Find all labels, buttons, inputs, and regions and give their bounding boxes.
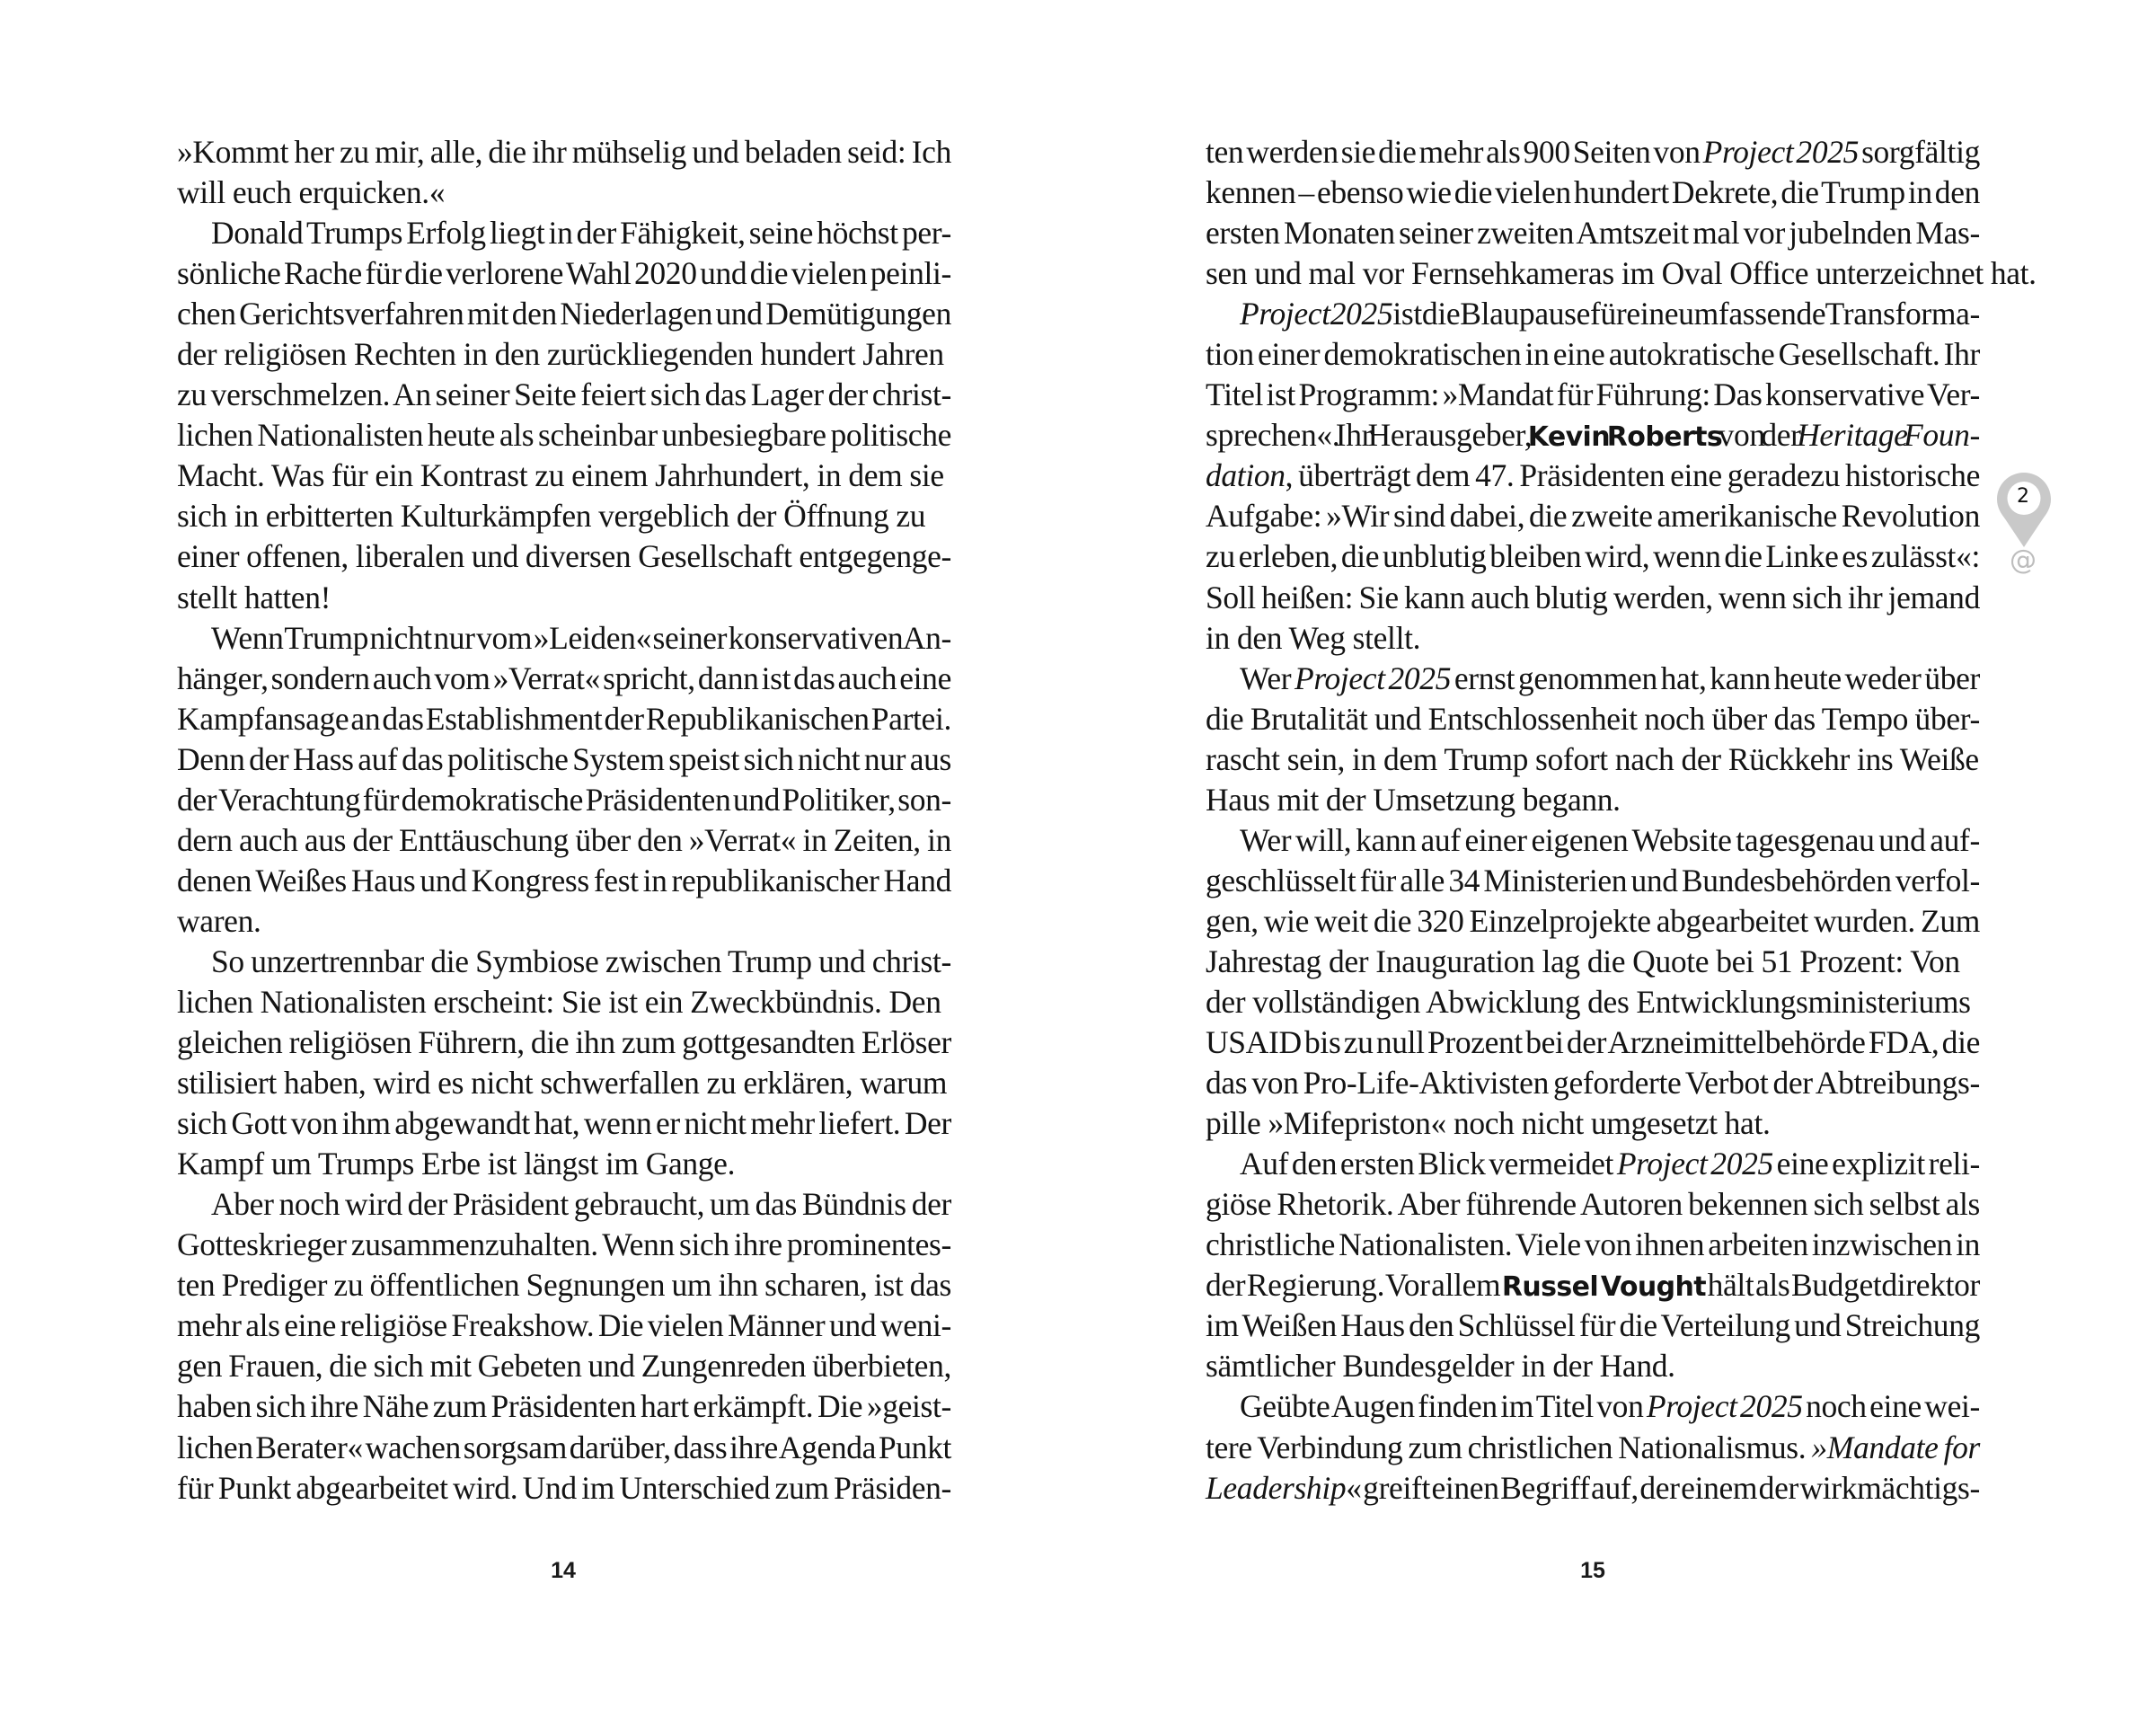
justified-line-content <box>1206 213 1980 253</box>
text-line <box>1206 334 1980 375</box>
text-run: christliche Nationalisten. Viele von ihnen arbeiten inzwischen in <box>1206 1226 1980 1263</box>
text-run: stellt hatten! <box>177 579 331 615</box>
text-line <box>1206 1265 1980 1305</box>
text-run: geschlüsselt für alle 34 Ministerien und Bundesbehörden verfol- <box>1206 862 1980 898</box>
justified-line-content <box>177 294 951 334</box>
text-line <box>177 1386 951 1427</box>
justified-line-content <box>177 375 951 415</box>
text-run: die Brutalität und Entschlossenheit noch über das Tempo über- <box>1206 700 1980 737</box>
text-line <box>177 942 951 982</box>
justified-line-content <box>1240 820 1980 861</box>
text-run: der vollständigen Abwicklung des Entwicklungsministeriums <box>1206 983 1971 1020</box>
text-line <box>177 982 951 1022</box>
left-page-body-text <box>177 132 951 1509</box>
text-line <box>177 820 951 861</box>
text-run: ten Prediger zu öffentlichen Segnungen um ihn scharen, ist das <box>177 1267 951 1304</box>
text-line <box>177 578 951 618</box>
text-run: zu verschmelzen. An seiner Seite feiert sich das Lager der christ- <box>177 376 951 413</box>
text-run: sönliche Rache für die verlorene Wahl 2020 und die vielen peinli- <box>177 255 951 292</box>
text-run: Kampf um Trumps Erbe ist längst im Gange. <box>177 1146 736 1182</box>
highlighted-person-name: Russel Vought <box>1501 1271 1707 1304</box>
right-page <box>1078 0 2156 1717</box>
text-line <box>177 375 951 415</box>
text-line <box>177 1144 951 1184</box>
text-line <box>177 739 951 780</box>
text-run: im Weißen Haus den Schlüssel für die Verteilung und Streichung <box>1206 1307 1980 1344</box>
justified-line-content <box>177 659 951 699</box>
page-number-right: 15 <box>1580 1558 1605 1583</box>
justified-line-content <box>1206 942 1960 982</box>
justified-line-content <box>1206 699 1980 739</box>
text-line <box>177 1468 951 1509</box>
text-line <box>177 1225 951 1265</box>
justified-line-content <box>177 1265 951 1305</box>
italic-title-text: Project 2025 <box>1646 1388 1803 1425</box>
text-run: Geübte Augen finden im Titel von <box>1240 1388 1647 1425</box>
text-run: Aufgabe: »Wir sind dabei, die zweite amerikanische Revolution <box>1206 498 1980 535</box>
italic-title-text: »Mandate for <box>1811 1429 1980 1465</box>
text-run: Macht. Was für ein Kontrast zu einem Jahrhundert, in dem sie <box>177 457 944 494</box>
text-run: »Kommt her zu mir, alle, die ihr mühselig und beladen seid: Ich <box>177 134 951 170</box>
text-run: einer offenen, liberalen und diversen Gesellschaft entgegenge- <box>177 538 951 575</box>
text-line <box>177 861 951 901</box>
justified-line-content <box>177 1063 947 1103</box>
text-run: haben sich ihre Nähe zum Präsidenten hart erkämpft. Die »geist- <box>177 1388 951 1425</box>
text-line <box>1206 1225 1980 1265</box>
justified-line-content <box>1240 294 1980 334</box>
justified-line-content <box>177 780 951 820</box>
text-run: Jahrestag der Inauguration lag die Quote bei 51 Prozent: Von <box>1206 943 1960 979</box>
text-run: sich in erbitterten Kulturkämpfen vergeblich der Öffnung zu <box>177 498 926 535</box>
text-line <box>177 173 951 213</box>
text-line <box>177 456 951 496</box>
text-run: hänger, sondern auch vom »Verrat« spricht, dann ist das auch eine <box>177 659 951 696</box>
text-line <box>1206 415 1980 456</box>
text-run: mehr als eine religiöse Freakshow. Die vielen Männer und weni- <box>177 1307 951 1344</box>
justified-line-content <box>1206 132 1980 173</box>
justified-line-content <box>1206 1225 1980 1265</box>
text-run: tion einer demokratischen in eine autokratische Gesellschaft. Ihr <box>1206 336 1980 373</box>
text-run: noch eine wei- <box>1802 1388 1980 1425</box>
justified-line-content <box>1206 456 1980 496</box>
text-line <box>177 1428 951 1468</box>
text-run: Wer will, kann auf einer eigenen Website tagesgenau und auf- <box>1240 821 1980 858</box>
text-run: von der <box>1722 417 1798 454</box>
text-run: sprechen«. Ihr Herausgeber, <box>1206 417 1528 454</box>
text-run: Auf den ersten Blick vermeidet <box>1240 1146 1617 1182</box>
justified-line-content <box>177 739 951 780</box>
text-line <box>1206 1063 1980 1103</box>
map-pin-icon <box>1996 472 2052 549</box>
text-run: ist die Blaupause für eine umfassende Transforma- <box>1392 296 1980 332</box>
justified-line-content <box>211 1184 951 1225</box>
text-run: Kampfansage an das Establishment der Republikanischen Partei. <box>177 700 951 737</box>
text-line <box>1206 1428 1980 1468</box>
text-run: Gotteskrieger zusammenzuhalten. Wenn sich ihre prominentes- <box>177 1226 951 1263</box>
text-run: denen Weißes Haus und Kongress fest in republikanischer Hand <box>177 862 951 898</box>
text-line <box>177 415 951 456</box>
text-line <box>177 1103 951 1144</box>
italic-title-text: Heritage Foun- <box>1797 417 1980 454</box>
text-line <box>1206 1386 1980 1427</box>
text-run: eine explizit reli- <box>1772 1146 1980 1182</box>
justified-line-content <box>211 213 951 253</box>
text-line <box>1206 456 1980 496</box>
justified-line-content <box>177 1022 951 1063</box>
text-line <box>1206 1346 1980 1386</box>
text-line <box>1206 213 1980 253</box>
text-run: So unzertrennbar die Symbiose zwischen Trump und christ- <box>211 943 951 979</box>
text-line <box>177 1265 951 1305</box>
text-line <box>177 1063 951 1103</box>
text-line <box>1206 173 1980 213</box>
justified-line-content <box>1206 334 1980 375</box>
justified-line-content <box>1206 982 1971 1022</box>
annotation-marker[interactable] <box>1996 472 2052 580</box>
justified-line-content <box>1206 375 1980 415</box>
italic-title-text: Project 2025 <box>1240 296 1393 332</box>
text-run: lichen Nationalisten erscheint: Sie ist ein Zweckbündnis. Den <box>177 983 941 1020</box>
text-run: sich Gott von ihm abgewandt hat, wenn er nicht mehr liefert. Der <box>177 1105 951 1142</box>
text-run: zu erleben, die unblutig bleiben wird, wenn die Linke es zulässt«: <box>1206 538 1980 575</box>
justified-line-content <box>177 861 951 901</box>
text-line <box>1206 578 1980 618</box>
text-run: Wer <box>1240 659 1294 696</box>
text-run: der religiösen Rechten in den zurückliegenden hundert Jahren <box>177 336 944 373</box>
justified-line-content <box>1240 659 1980 699</box>
text-run: chen Gerichtsverfahren mit den Niederlagen und Demütigungen <box>177 296 951 332</box>
text-line <box>1206 1468 1980 1509</box>
text-run: kennen – ebenso wie die vielen hundert Dekrete, die Trump in den <box>1206 174 1980 211</box>
italic-title-text: Project 2025 <box>1294 659 1452 696</box>
text-run: Donald Trumps Erfolg liegt in der Fähigkeit, seine höchst per- <box>211 215 951 252</box>
text-line <box>1206 820 1980 861</box>
highlighted-person-name: Kevin Roberts <box>1527 421 1723 454</box>
text-run: ernst genommen hat, kann heute weder über <box>1451 659 1980 696</box>
justified-line-content <box>1206 1022 1980 1063</box>
text-run: lichen Nationalisten heute als scheinbar unbesiegbare politische <box>177 417 951 454</box>
text-run: ten werden sie die mehr als 900 Seiten von <box>1206 134 1703 170</box>
text-line <box>1206 982 1980 1022</box>
text-run: pille »Mifepriston« noch nicht umgesetzt hat. <box>1206 1105 1771 1142</box>
text-line <box>1206 375 1980 415</box>
justified-line-content <box>1206 901 1980 942</box>
text-line <box>177 294 951 334</box>
text-run: « greift einen Begriff auf, der einem der wirkmächtigs- <box>1346 1469 1980 1506</box>
text-line <box>177 699 951 739</box>
text-run: das von Pro-Life-Aktivisten geforderte Verbot der Abtreibungs- <box>1206 1065 1980 1102</box>
text-line <box>177 253 951 294</box>
justified-line-content <box>177 982 941 1022</box>
text-run: lichen Berater« wachen sorgsam darüber, dass ihre Agenda Punkt <box>177 1429 951 1465</box>
text-run: der Verachtung für demokratische Präsidenten und Politiker, son- <box>177 781 951 818</box>
text-run: rascht sein, in dem Trump sofort nach der Rückkehr ins Weiße <box>1206 740 1979 777</box>
justified-line-content <box>211 942 951 982</box>
text-line <box>177 659 951 699</box>
justified-line-content <box>177 132 951 173</box>
justified-line-content <box>1206 1184 1980 1225</box>
text-run: Wenn Trump nicht nur vom »Leiden« seiner konservativen An- <box>211 619 951 656</box>
justified-line-content <box>177 1305 951 1346</box>
text-run: tere Verbindung zum christlichen Nationalismus. <box>1206 1429 1812 1465</box>
text-line <box>177 536 951 577</box>
right-page-body-text <box>1206 132 2037 1509</box>
justified-line-content <box>1206 1305 1980 1346</box>
text-run: dern auch aus der Enttäuschung über den »Verrat« in Zeiten, in <box>177 821 951 858</box>
justified-line-content <box>1206 415 1980 457</box>
text-run: stilisiert haben, wird es nicht schwerfallen zu erklären, warum <box>177 1065 948 1102</box>
text-line <box>177 213 951 253</box>
text-run: Titel ist Programm: »Mandat für Führung: Das konservative Ver- <box>1206 376 1980 413</box>
text-line <box>1206 536 1980 577</box>
text-line <box>177 780 951 820</box>
justified-line-content <box>177 1468 951 1509</box>
text-line <box>1206 699 1980 739</box>
italic-title-text: Project 2025 <box>1616 1146 1773 1182</box>
justified-line-content <box>1206 861 1980 901</box>
text-line <box>177 1305 951 1346</box>
text-run: giöse Rhetorik. Aber führende Autoren bekennen sich selbst als <box>1206 1186 1980 1223</box>
justified-line-content <box>1206 578 1980 618</box>
justified-line-content <box>1206 496 1980 536</box>
text-line <box>1206 1305 1980 1346</box>
justified-line-content <box>1206 1265 1980 1307</box>
justified-line-content <box>177 1428 951 1468</box>
justified-line-content <box>177 456 944 496</box>
text-run: , überträgt dem 47. Präsidenten eine geradezu historische <box>1285 457 1980 494</box>
text-line <box>1206 942 1980 982</box>
text-run: Haus mit der Umsetzung begann. <box>1206 781 1621 818</box>
text-line <box>1206 1184 1980 1225</box>
annotation-count: 2 <box>2017 485 2029 508</box>
text-run: Denn der Hass auf das politische System speist sich nicht nur aus <box>177 740 951 777</box>
justified-line-content <box>177 253 951 294</box>
text-run: gen Frauen, die sich mit Gebeten und Zungenreden überbieten, <box>177 1348 951 1385</box>
text-run: USAID bis zu null Prozent bei der Arzneimittelbehörde FDA, die <box>1206 1024 1980 1061</box>
text-run: Soll heißen: Sie kann auch blutig werden, wenn sich ihr jemand <box>1206 579 1980 615</box>
text-line <box>1206 1022 1980 1063</box>
justified-line-content <box>1240 1144 1980 1184</box>
text-line <box>1206 294 1980 334</box>
justified-line-content <box>177 415 951 456</box>
at-sign-icon[interactable]: @ <box>2010 544 2037 576</box>
justified-line-content <box>1206 739 1979 780</box>
text-run: gen, wie weit die 320 Einzelprojekte abgearbeitet wurden. Zum <box>1206 902 1980 939</box>
text-run: der Regierung. Vor allem <box>1206 1267 1502 1304</box>
page-number-left: 14 <box>551 1558 576 1583</box>
text-line <box>177 1346 951 1386</box>
italic-title-text: Leadership <box>1206 1469 1347 1506</box>
justified-line-content <box>177 1225 951 1265</box>
text-line <box>1206 739 1980 780</box>
text-line <box>177 334 951 375</box>
justified-line-content <box>177 820 951 861</box>
text-line <box>1206 861 1980 901</box>
justified-line-content <box>177 699 951 739</box>
text-line <box>1206 132 1980 173</box>
text-line <box>177 132 951 173</box>
text-line <box>1206 618 1980 659</box>
text-line <box>1206 1144 1980 1184</box>
justified-line-content <box>177 1103 951 1144</box>
justified-line-content <box>1206 1428 1980 1468</box>
justified-line-content <box>177 1346 951 1386</box>
text-line <box>1206 901 1980 942</box>
text-run: in den Weg stellt. <box>1206 619 1421 656</box>
justified-line-content <box>177 496 925 536</box>
justified-line-content <box>211 618 951 659</box>
text-line <box>177 618 951 659</box>
text-line <box>1206 780 1980 820</box>
text-run: ersten Monaten seiner zweiten Amtszeit mal vor jubelnden Mas- <box>1206 215 1980 252</box>
justified-line-content <box>177 536 951 577</box>
text-run: hält als Budgetdirektor <box>1706 1267 1980 1304</box>
justified-line-content <box>1206 173 1980 213</box>
text-line <box>1206 1103 1980 1144</box>
text-line <box>177 496 951 536</box>
text-line <box>1206 253 2037 294</box>
text-line <box>1206 496 1980 536</box>
text-run: will euch erquicken.« <box>177 174 446 211</box>
text-line <box>177 1184 951 1225</box>
justified-line-content <box>177 1386 951 1427</box>
justified-line-content <box>177 334 944 375</box>
justified-line-content <box>1206 1063 1980 1103</box>
text-run: Aber noch wird der Präsident gebraucht, um das Bündnis der <box>211 1186 951 1223</box>
text-line <box>177 901 951 942</box>
text-line <box>1206 659 1980 699</box>
justified-line-content <box>1206 536 1980 577</box>
italic-title-text: Project 2025 <box>1702 134 1860 170</box>
text-run: für Punkt abgearbeitet wird. Und im Unterschied zum Präsiden- <box>177 1469 951 1506</box>
text-run: gleichen religiösen Führern, die ihn zum gottgesandten Erlöser <box>177 1024 952 1061</box>
justified-line-content <box>1206 1468 1980 1509</box>
text-run: sen und mal vor Fernsehkameras im Oval Office unterzeichnet hat. <box>1206 255 2037 292</box>
justified-line-content <box>1240 1386 1980 1427</box>
italic-title-text: dation <box>1206 457 1286 494</box>
text-line <box>177 1022 951 1063</box>
text-run: waren. <box>177 902 261 939</box>
text-run: sorgfältig <box>1859 134 1980 170</box>
text-run: sämtlicher Bundesgelder in der Hand. <box>1206 1348 1675 1385</box>
